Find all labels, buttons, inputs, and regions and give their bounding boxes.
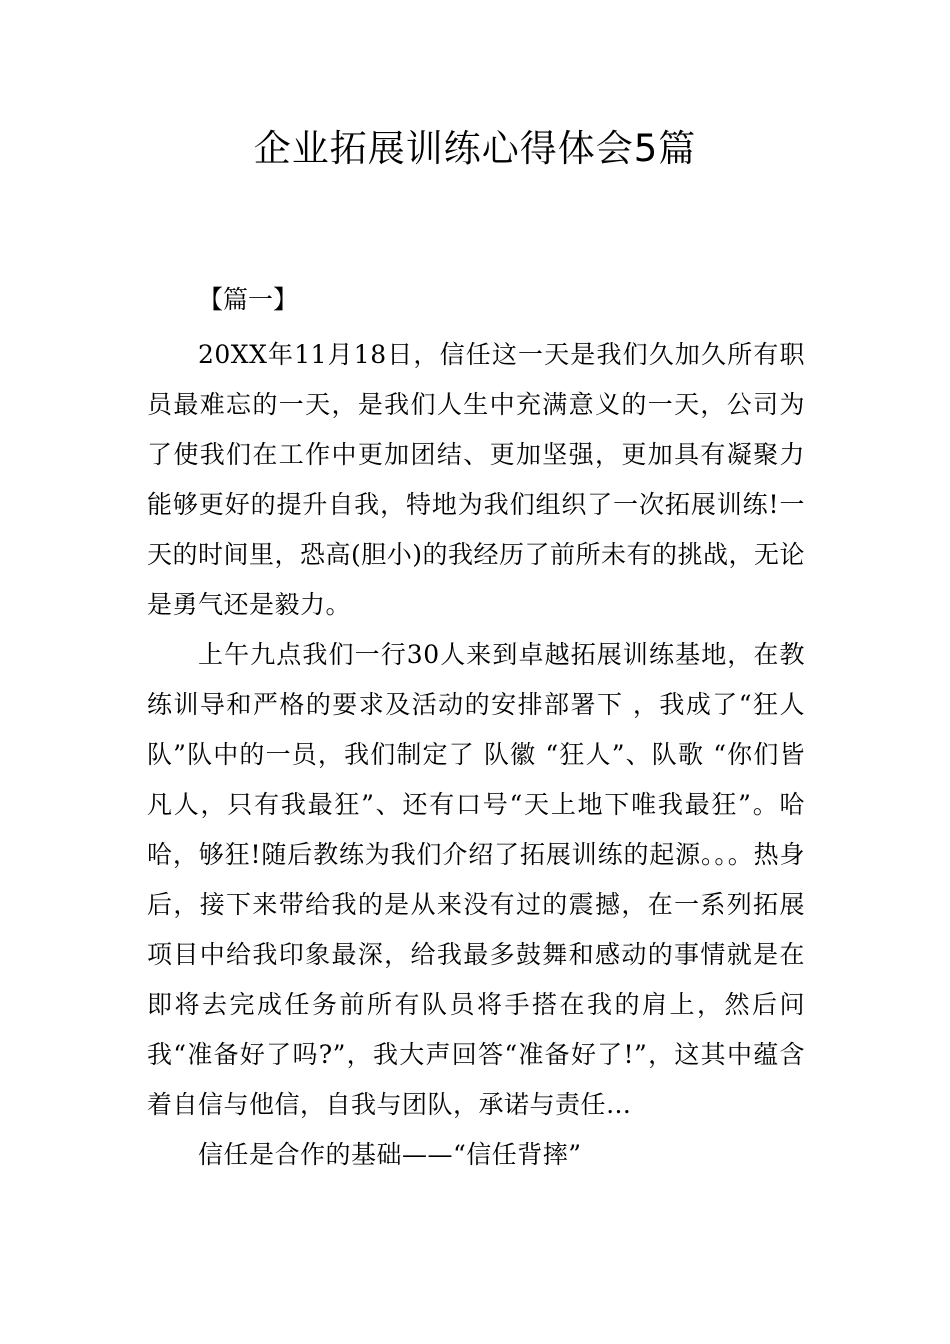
section-label: 【篇一】 (198, 285, 299, 314)
paragraph-1: 20XX年11月18日，信任这一天是我们久加久所有职员最难忘的一天，是我们人生中充满意义的一天，公司为了使我们在工作中更加团结、更加坚强，更加具有凝聚力能够更好的提升自我，特地为我们组织了一次拓展训练!一天的时间里，恐高(胆小)的我经历了前所未有的挑战，无论是勇气还是毅力。 (147, 340, 806, 619)
paragraph-3: 信任是合作的基础——“信任背摔” (198, 1140, 582, 1169)
paragraph-2: 上午九点我们一行30人来到卓越拓展训练基地，在教练训导和严格的要求及活动的安排部署下 ，我成了“狂人队”队中的一员，我们制定了 队徽 “狂人”、队歌 “你们皆凡人，只有我最狂”、还有口号“天上地下唯我最狂”。哈哈，够狂!随后教练为我们介绍了拓展训练的起源。。。热身后，接下来带给我的是从来没有过的震撼，在一系列拓展项目中给我印象最深，给我最多鼓舞和感动的事情就是在即将去完成任务前所有队员将手搭在我的肩上，然后问我“准备好了吗?”，我大声回答“准备好了!”，这其中蕴含着自信与他信，自我与团队，承诺与责任… (147, 640, 805, 1119)
document-body (147, 330, 805, 1180)
document-title: 企业拓展训练心得体会5篇 (253, 127, 697, 170)
